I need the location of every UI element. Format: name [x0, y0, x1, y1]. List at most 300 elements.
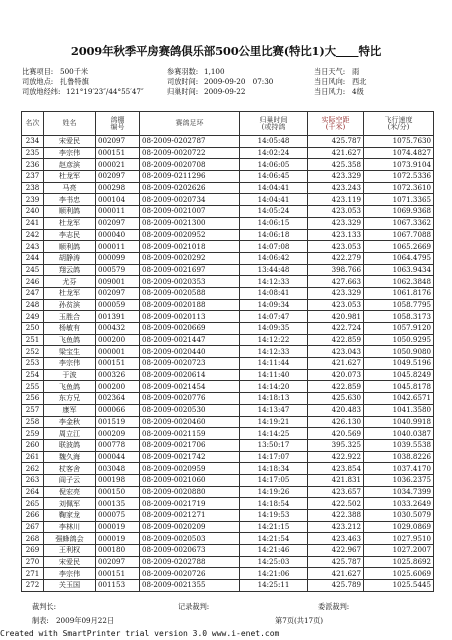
header-ring: 赛鸽足环 — [140, 112, 240, 136]
cell-name: 康军 — [44, 404, 96, 416]
table-row — [22, 241, 434, 253]
cell-distance: 423.463 — [308, 533, 364, 545]
table-row — [22, 159, 434, 171]
cell-loft-no: 000066 — [96, 404, 140, 416]
return-date-value: 2009-09-22 — [204, 87, 246, 96]
cell-loft-no: 000019 — [96, 521, 140, 533]
cell-time: 14:09:34 — [240, 299, 308, 311]
cell-time: 14:06:45 — [240, 171, 308, 183]
table-row — [22, 299, 434, 311]
cell-speed: 1042.6571 — [364, 393, 434, 405]
cell-name: 刘佩军 — [44, 498, 96, 510]
cell-loft-no: 000326 — [96, 369, 140, 381]
cell-speed: 1058.3173 — [364, 311, 434, 323]
table-row — [22, 463, 434, 475]
cell-rank: 237 — [22, 171, 44, 183]
cell-speed: 1061.8176 — [364, 287, 434, 299]
cell-speed: 1027.2007 — [364, 545, 434, 557]
wind-force-label: 当日风力: — [314, 87, 346, 96]
cell-ring: 08-2009-0020503 — [140, 533, 240, 545]
cell-rank: 249 — [22, 311, 44, 323]
release-time-label: 司放时间: — [167, 77, 199, 86]
cell-loft-no: 000200 — [96, 334, 140, 346]
wind-dir-value: 西北 — [352, 77, 367, 86]
table-row — [22, 323, 434, 335]
cell-loft-no: 000151 — [96, 358, 140, 370]
cell-ring: 08-2009-0021454 — [140, 381, 240, 393]
table-row — [22, 136, 434, 148]
cell-speed: 1067.3362 — [364, 217, 434, 229]
cell-ring: 08-2009-0202787 — [140, 136, 240, 148]
cell-rank: 262 — [22, 463, 44, 475]
cell-rank: 246 — [22, 276, 44, 288]
cell-distance: 422.967 — [308, 545, 364, 557]
cell-ring: 08-2009-0020614 — [140, 369, 240, 381]
cell-ring: 08-2009-0020959 — [140, 463, 240, 475]
cell-loft-no: 000011 — [96, 206, 140, 218]
cell-distance: 420.073 — [308, 369, 364, 381]
distance-value: 500千米 — [60, 67, 89, 76]
cell-name: 王利权 — [44, 545, 96, 557]
cell-ring: 08-2009-0020708 — [140, 159, 240, 171]
cell-time: 14:19:26 — [240, 486, 308, 498]
cell-name: 尤芬 — [44, 276, 96, 288]
cell-distance: 423.854 — [308, 463, 364, 475]
cell-distance: 423.212 — [308, 521, 364, 533]
cell-time: 14:12:33 — [240, 276, 308, 288]
cell-name: 关玉国 — [44, 580, 96, 592]
table-header-row — [22, 112, 434, 136]
release-place-label: 司放地点: — [22, 77, 54, 86]
cell-speed: 1062.3848 — [364, 276, 434, 288]
cell-rank: 253 — [22, 358, 44, 370]
cell-ring: 08-2009-0021697 — [140, 264, 240, 276]
cell-rank: 236 — [22, 159, 44, 171]
cell-ring: 08-2009-0020353 — [140, 276, 240, 288]
cell-loft-no: 000150 — [96, 486, 140, 498]
table-row — [22, 346, 434, 358]
cell-time: 14:14:20 — [240, 381, 308, 393]
cell-rank: 263 — [22, 474, 44, 486]
table-row — [22, 358, 434, 370]
table-row — [22, 474, 434, 486]
cell-time: 14:02:24 — [240, 147, 308, 159]
cell-time: 14:25:11 — [240, 580, 308, 592]
cell-ring: 08-2009-0021060 — [140, 474, 240, 486]
cell-ring: 08-2009-0021355 — [140, 580, 240, 592]
release-time-value: 2009-09-20 07:30 — [204, 77, 274, 86]
cell-time: 14:21:54 — [240, 533, 308, 545]
cell-distance: 422.859 — [308, 381, 364, 393]
cell-name: 倪宏亮 — [44, 486, 96, 498]
cell-ring: 08-2009-0020880 — [140, 486, 240, 498]
cell-rank: 241 — [22, 217, 44, 229]
cell-time: 14:12:33 — [240, 346, 308, 358]
cell-loft-no: 001153 — [96, 580, 140, 592]
cell-name: 李林川 — [44, 521, 96, 533]
cell-speed: 1050.9295 — [364, 334, 434, 346]
cell-name: 李书忠 — [44, 194, 96, 206]
cell-distance: 423.053 — [308, 206, 364, 218]
cell-loft-no: 000151 — [96, 147, 140, 159]
cell-name: 李宗伟 — [44, 358, 96, 370]
cell-ring: 08-2009-0021300 — [140, 217, 240, 229]
cell-rank: 271 — [22, 568, 44, 580]
table-row — [22, 521, 434, 533]
cell-distance: 421.627 — [308, 568, 364, 580]
cell-loft-no: 000151 — [96, 568, 140, 580]
cell-distance: 423.119 — [308, 194, 364, 206]
cell-time: 13:50:17 — [240, 439, 308, 451]
cell-name: 赵彦滨 — [44, 159, 96, 171]
cell-time: 14:17:07 — [240, 451, 308, 463]
cell-rank: 244 — [22, 252, 44, 264]
cell-distance: 422.859 — [308, 334, 364, 346]
title-suffix: 特比 — [358, 44, 382, 58]
cell-distance: 425.787 — [308, 556, 364, 568]
trial-watermark: Created with SmartPrinter trial version 3.0 www.i-enet.com — [0, 629, 280, 638]
cell-speed: 1058.7795 — [364, 299, 434, 311]
coords-value: 121°19′23″/44°55′47″ — [66, 87, 144, 96]
cell-rank: 251 — [22, 334, 44, 346]
cell-loft-no: 000135 — [96, 498, 140, 510]
cell-rank: 239 — [22, 194, 44, 206]
cell-speed: 1040.9918 — [364, 416, 434, 428]
cell-name: 宋爱民 — [44, 556, 96, 568]
cell-name: 胡静涛 — [44, 252, 96, 264]
cell-rank: 266 — [22, 510, 44, 522]
table-row — [22, 545, 434, 557]
cell-speed: 1065.2669 — [364, 241, 434, 253]
recorder-label: 记录裁判: — [178, 602, 210, 611]
cell-speed: 1071.3365 — [364, 194, 434, 206]
cell-ring: 08-2009-0020722 — [140, 147, 240, 159]
cell-distance: 395.325 — [308, 439, 364, 451]
cell-name: 阎子云 — [44, 474, 96, 486]
cell-name: 强蜂鸽会 — [44, 533, 96, 545]
judge-label: 裁判长: — [32, 602, 56, 611]
cell-speed: 1036.2375 — [364, 474, 434, 486]
cell-time: 14:06:18 — [240, 229, 308, 241]
cell-name: 宋爱民 — [44, 136, 96, 148]
cell-loft-no: 000200 — [96, 381, 140, 393]
cell-name: 李宗伟 — [44, 568, 96, 580]
cell-ring: 08-2009-0020460 — [140, 416, 240, 428]
cell-loft-no: 002364 — [96, 393, 140, 405]
cell-speed: 1038.8226 — [364, 451, 434, 463]
cell-rank: 264 — [22, 486, 44, 498]
cell-name: 马亮 — [44, 182, 96, 194]
table-row — [22, 533, 434, 545]
cell-distance: 423.043 — [308, 346, 364, 358]
cell-distance: 422.922 — [308, 451, 364, 463]
cell-ring: 08-2009-0202626 — [140, 182, 240, 194]
table-row — [22, 393, 434, 405]
wind-force-value: 4级 — [352, 87, 364, 96]
cell-distance: 423.657 — [308, 486, 364, 498]
cell-name: 杜龙军 — [44, 287, 96, 299]
cell-loft-no: 000198 — [96, 474, 140, 486]
cell-rank: 269 — [22, 545, 44, 557]
cell-speed: 1025.8692 — [364, 556, 434, 568]
cell-time: 14:05:48 — [240, 136, 308, 148]
cell-distance: 425.787 — [308, 136, 364, 148]
cell-speed: 1039.5538 — [364, 439, 434, 451]
cell-ring: 08-2009-0020530 — [140, 404, 240, 416]
cell-time: 14:21:06 — [240, 568, 308, 580]
cell-loft-no: 000298 — [96, 182, 140, 194]
cell-loft-no: 002097 — [96, 171, 140, 183]
cell-rank: 238 — [22, 182, 44, 194]
table-row — [22, 194, 434, 206]
cell-time: 14:04:41 — [240, 194, 308, 206]
cell-loft-no: 000209 — [96, 428, 140, 440]
table-row — [22, 311, 434, 323]
cell-ring: 08-2009-0020726 — [140, 568, 240, 580]
cell-ring: 08-2009-0021271 — [140, 510, 240, 522]
table-row — [22, 287, 434, 299]
table-row — [22, 334, 434, 346]
cell-loft-no: 002097 — [96, 556, 140, 568]
cell-ring: 08-2009-0020952 — [140, 229, 240, 241]
cell-name: 梁宝生 — [44, 346, 96, 358]
wind-dir-label: 当日风向: — [314, 77, 346, 86]
cell-time: 14:14:25 — [240, 428, 308, 440]
cell-distance: 420.483 — [308, 404, 364, 416]
return-date-label: 归巢时间: — [167, 87, 199, 96]
cell-loft-no: 000040 — [96, 229, 140, 241]
header-name: 姓名 — [44, 112, 96, 136]
cell-speed: 1033.2649 — [364, 498, 434, 510]
table-row — [22, 147, 434, 159]
table-row — [22, 404, 434, 416]
cell-loft-no: 000019 — [96, 533, 140, 545]
cell-ring: 08-2009-0020723 — [140, 358, 240, 370]
cell-rank: 240 — [22, 206, 44, 218]
cell-rank: 267 — [22, 521, 44, 533]
cell-speed: 1045.8178 — [364, 381, 434, 393]
cell-distance: 423.053 — [308, 299, 364, 311]
cell-speed: 1025.6069 — [364, 568, 434, 580]
cell-distance: 423.329 — [308, 287, 364, 299]
cell-rank: 235 — [22, 147, 44, 159]
weather-value: 雨 — [352, 67, 360, 76]
cell-loft-no: 000180 — [96, 545, 140, 557]
cell-distance: 421.627 — [308, 147, 364, 159]
cell-distance: 421.831 — [308, 474, 364, 486]
cell-distance: 398.766 — [308, 264, 364, 276]
cell-loft-no: 003048 — [96, 463, 140, 475]
cell-speed: 1037.4170 — [364, 463, 434, 475]
cell-name: 翔云鸽 — [44, 264, 96, 276]
table-row — [22, 439, 434, 451]
cell-speed: 1045.8249 — [364, 369, 434, 381]
cell-time: 14:18:54 — [240, 498, 308, 510]
cell-rank: 254 — [22, 369, 44, 381]
cell-loft-no: 000001 — [96, 346, 140, 358]
cell-time: 14:06:15 — [240, 217, 308, 229]
cell-ring: 08-2009-0020776 — [140, 393, 240, 405]
header-rank: 名次 — [22, 112, 44, 136]
cell-ring: 08-2009-0021706 — [140, 439, 240, 451]
cell-loft-no: 000432 — [96, 323, 140, 335]
cell-speed: 1069.9368 — [364, 206, 434, 218]
cell-loft-no: 000075 — [96, 510, 140, 522]
header-loft-no: 鸽棚 编号 — [96, 112, 140, 136]
cell-ring: 08-2009-0021447 — [140, 334, 240, 346]
cell-loft-no: 002097 — [96, 136, 140, 148]
cell-distance: 426.130 — [308, 416, 364, 428]
cell-rank: 259 — [22, 428, 44, 440]
cell-name: 李志民 — [44, 229, 96, 241]
cell-time: 14:05:24 — [240, 206, 308, 218]
cell-rank: 261 — [22, 451, 44, 463]
cell-name: 杖客舍 — [44, 463, 96, 475]
page-number: 第7页(共17页) — [275, 616, 324, 625]
cell-distance: 420.981 — [308, 311, 364, 323]
header-distance: 实际空距 (千米) — [308, 112, 364, 136]
cell-ring: 08-2009-0211296 — [140, 171, 240, 183]
cell-ring: 08-2009-0020440 — [140, 346, 240, 358]
table-row — [22, 229, 434, 241]
table-row — [22, 276, 434, 288]
cell-distance: 427.663 — [308, 276, 364, 288]
cell-loft-no: 000044 — [96, 451, 140, 463]
cell-rank: 258 — [22, 416, 44, 428]
cell-speed: 1073.9104 — [364, 159, 434, 171]
cell-name: 联波鸽 — [44, 439, 96, 451]
cell-speed: 1074.4827 — [364, 147, 434, 159]
cell-name: 孙贫滨 — [44, 299, 96, 311]
cell-time: 14:06:42 — [240, 252, 308, 264]
table-row — [22, 510, 434, 522]
cell-time: 14:04:41 — [240, 182, 308, 194]
table-row — [22, 580, 434, 592]
cell-speed: 1041.3580 — [364, 404, 434, 416]
cell-ring: 08-2009-0021007 — [140, 206, 240, 218]
cell-distance: 425.789 — [308, 580, 364, 592]
distance-label: 比赛项目: — [22, 67, 54, 76]
cell-name: 李宗伟 — [44, 147, 96, 159]
cell-rank: 257 — [22, 404, 44, 416]
cell-name: 飞鱼鸽 — [44, 381, 96, 393]
commissioner-label: 委派裁判: — [318, 602, 350, 611]
cell-name: 魏久海 — [44, 451, 96, 463]
cell-ring: 08-2009-0021018 — [140, 241, 240, 253]
table-row — [22, 451, 434, 463]
cell-rank: 245 — [22, 264, 44, 276]
cell-rank: 248 — [22, 299, 44, 311]
cell-speed: 1063.9434 — [364, 264, 434, 276]
cell-rank: 256 — [22, 393, 44, 405]
cell-rank: 265 — [22, 498, 44, 510]
cell-speed: 1064.4795 — [364, 252, 434, 264]
table-row — [22, 264, 434, 276]
cell-ring: 08-2009-0020734 — [140, 194, 240, 206]
cell-speed: 1075.7630 — [364, 136, 434, 148]
table-row — [22, 556, 434, 568]
cell-time: 14:21:46 — [240, 545, 308, 557]
cell-name: 顺利鸽 — [44, 241, 96, 253]
table-row — [22, 416, 434, 428]
cell-speed: 1027.9510 — [364, 533, 434, 545]
table-row — [22, 217, 434, 229]
cell-name: 玉胜合 — [44, 311, 96, 323]
title-main: 2009年秋季平房赛鸽俱乐部500公里比赛(特比1)大 — [70, 44, 336, 58]
cell-name: 杨敏有 — [44, 323, 96, 335]
table-row — [22, 381, 434, 393]
release-place-value: 扎鲁特旗 — [60, 77, 89, 86]
cell-name: 李金秋 — [44, 416, 96, 428]
cell-speed: 1072.5336 — [364, 171, 434, 183]
cell-time: 14:12:22 — [240, 334, 308, 346]
cell-ring: 08-2009-0021159 — [140, 428, 240, 440]
cell-loft-no: 000011 — [96, 241, 140, 253]
cell-distance: 423.053 — [308, 241, 364, 253]
table-row — [22, 568, 434, 580]
cell-distance: 422.279 — [308, 252, 364, 264]
cell-ring: 08-2009-0020588 — [140, 287, 240, 299]
table-row — [22, 171, 434, 183]
cell-ring: 08-2009-0020292 — [140, 252, 240, 264]
count-value: 1,100 — [204, 67, 225, 76]
cell-ring: 08-2009-0020673 — [140, 545, 240, 557]
cell-ring: 08-2009-0020209 — [140, 521, 240, 533]
cell-name: 周立江 — [44, 428, 96, 440]
cell-name: 东方兄 — [44, 393, 96, 405]
cell-loft-no: 002097 — [96, 217, 140, 229]
cell-distance: 423.133 — [308, 229, 364, 241]
cell-rank: 260 — [22, 439, 44, 451]
weather-label: 当日天气: — [314, 67, 346, 76]
cell-time: 14:21:15 — [240, 521, 308, 533]
cell-loft-no: 009001 — [96, 276, 140, 288]
cell-loft-no: 002097 — [96, 287, 140, 299]
table-row — [22, 182, 434, 194]
cell-distance: 422.388 — [308, 510, 364, 522]
cell-speed: 1025.5445 — [364, 580, 434, 592]
coords-label: 司放地经纬: — [22, 87, 61, 96]
cell-distance: 422.502 — [308, 498, 364, 510]
cell-ring: 08-2009-0020113 — [140, 311, 240, 323]
cell-rank: 234 — [22, 136, 44, 148]
cell-time: 14:06:05 — [240, 159, 308, 171]
cell-loft-no: 001519 — [96, 416, 140, 428]
cell-rank: 242 — [22, 229, 44, 241]
cell-time: 13:44:48 — [240, 264, 308, 276]
cell-loft-no: 000021 — [96, 159, 140, 171]
cell-speed: 1072.3610 — [364, 182, 434, 194]
cell-rank: 270 — [22, 556, 44, 568]
header-time: 归巢时间 (或持鸽 — [240, 112, 308, 136]
cell-time: 14:25:03 — [240, 556, 308, 568]
cell-loft-no: 000778 — [96, 439, 140, 451]
cell-ring: 08-2009-0021719 — [140, 498, 240, 510]
cell-time: 14:08:41 — [240, 287, 308, 299]
cell-name: 杜龙军 — [44, 217, 96, 229]
cell-loft-no: 000099 — [96, 252, 140, 264]
cell-ring: 08-2009-0020188 — [140, 299, 240, 311]
cell-time: 14:07:08 — [240, 241, 308, 253]
document-title — [0, 43, 452, 59]
cell-distance: 423.329 — [308, 217, 364, 229]
cell-speed: 1030.5079 — [364, 510, 434, 522]
cell-distance: 423.329 — [308, 171, 364, 183]
cell-loft-no: 000579 — [96, 264, 140, 276]
cell-loft-no: 000104 — [96, 194, 140, 206]
cell-speed: 1050.9080 — [364, 346, 434, 358]
count-label: 参赛羽数: — [167, 67, 199, 76]
